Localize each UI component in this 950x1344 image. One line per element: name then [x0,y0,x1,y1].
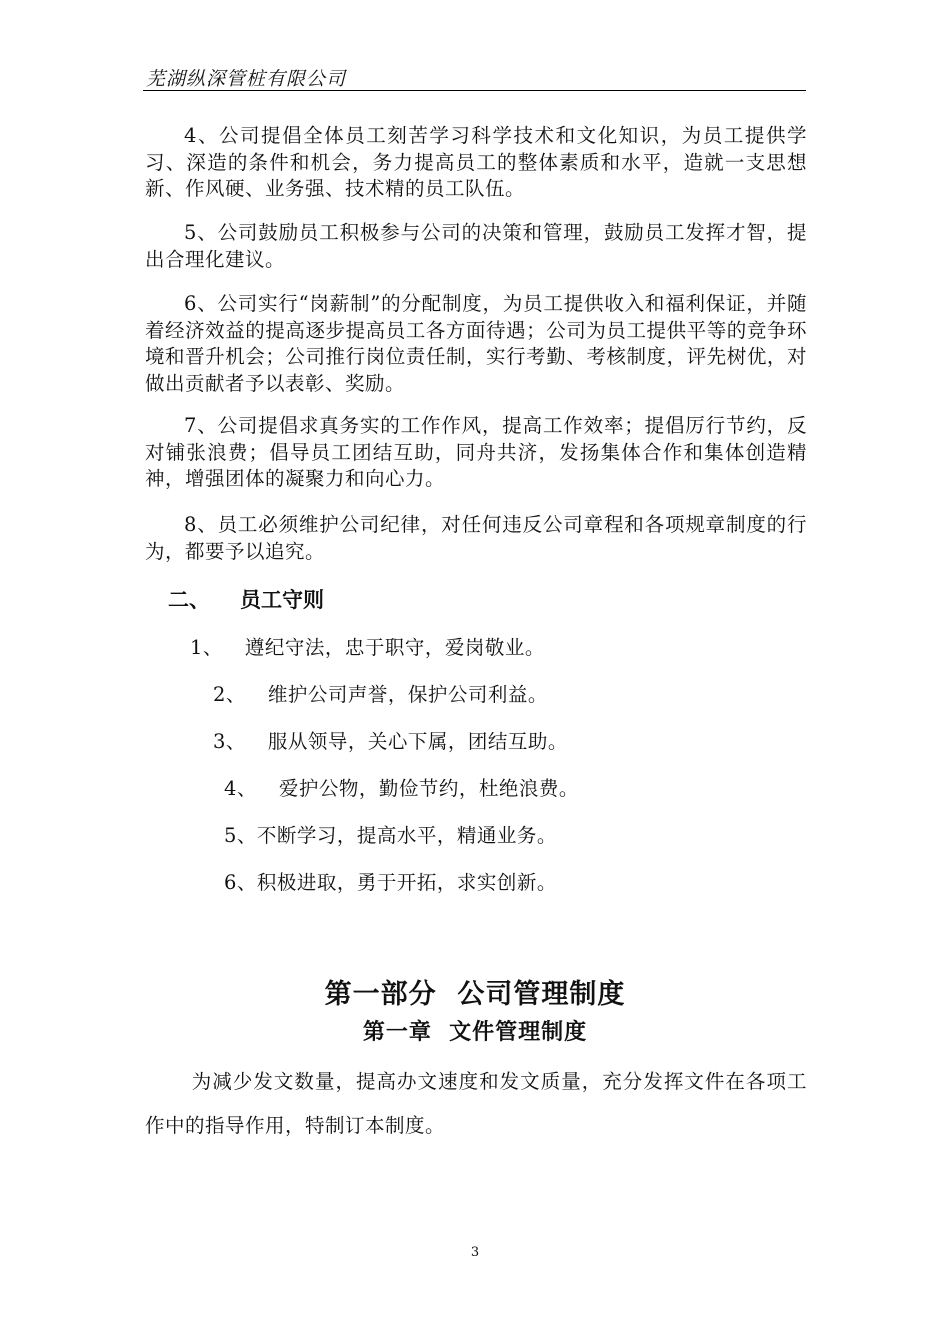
header-divider [143,90,806,91]
rule-number: 5、 [224,824,257,847]
rule-number: 2、 [213,683,246,706]
rule-number: 1、 [190,636,223,659]
chapter-intro: 为减少发文数量，提高办文速度和发文质量，充分发挥文件在各项工作中的指导作用，特制订本制度。 [145,1070,807,1137]
section-heading [168,584,324,614]
paragraph-6: 6、公司实行“岗薪制”的分配制度，为员工提供收入和福利保证，并随着经济效益的提高逐步提高员工各方面待遇；公司为员工提供平等的竞争环境和晋升机会；公司推行岗位责任制，实行考勤、考核制度，评先树优，对做出贡献者予以表彰、奖励。 [145,292,807,395]
rule-item [224,867,557,895]
section-number: 二、 [168,587,210,612]
rule-item [213,726,568,754]
rule-text: 遵纪守法，忠于职守，爱岗敬业。 [244,636,545,659]
section-title: 员工守则 [240,587,324,612]
rule-item [224,773,579,801]
rule-item [213,679,548,707]
rule-number: 4、 [224,777,257,800]
rule-text: 维护公司声誉，保护公司利益。 [267,683,548,706]
rule-item [190,632,545,660]
chapter-title: 第一章 文件管理制度 [362,1019,588,1045]
paragraph-7: 7、公司提倡求真务实的工作作风，提高工作效率；提倡厉行节约，反对铺张浪费；倡导员工团结互助，同舟共济，发扬集体合作和集体创造精神，增强团体的凝聚力和向心力。 [145,414,807,490]
rule-item [224,820,557,848]
part-title: 第一部分 公司管理制度 [324,979,626,1010]
paragraph-8: 8、员工必须维护公司纪律，对任何违反公司章程和各项规章制度的行为，都要予以追究。 [145,513,807,563]
paragraph-4: 4、公司提倡全体员工刻苦学习科学技术和文化知识，为员工提供学习、深造的条件和机会，务力提高员工的整体素质和水平，造就一支思想新、作风硬、业务强、技术精的员工队伍。 [145,124,807,200]
rule-text: 爱护公物，勤俭节约，杜绝浪费。 [278,777,579,800]
rule-number: 3、 [213,730,246,753]
page-number: 3 [470,1245,480,1260]
rule-text: 积极进取，勇于开拓，求实创新。 [256,871,557,894]
rule-text: 服从领导，关心下属，团结互助。 [267,730,568,753]
company-name: 芜湖纵深管桩有限公司 [146,68,347,90]
paragraph-5: 5、公司鼓励员工积极参与公司的决策和管理，鼓励员工发挥才智，提出合理化建议。 [145,221,807,271]
rule-text: 不断学习，提高水平，精通业务。 [256,824,557,847]
rule-number: 6、 [224,871,257,894]
